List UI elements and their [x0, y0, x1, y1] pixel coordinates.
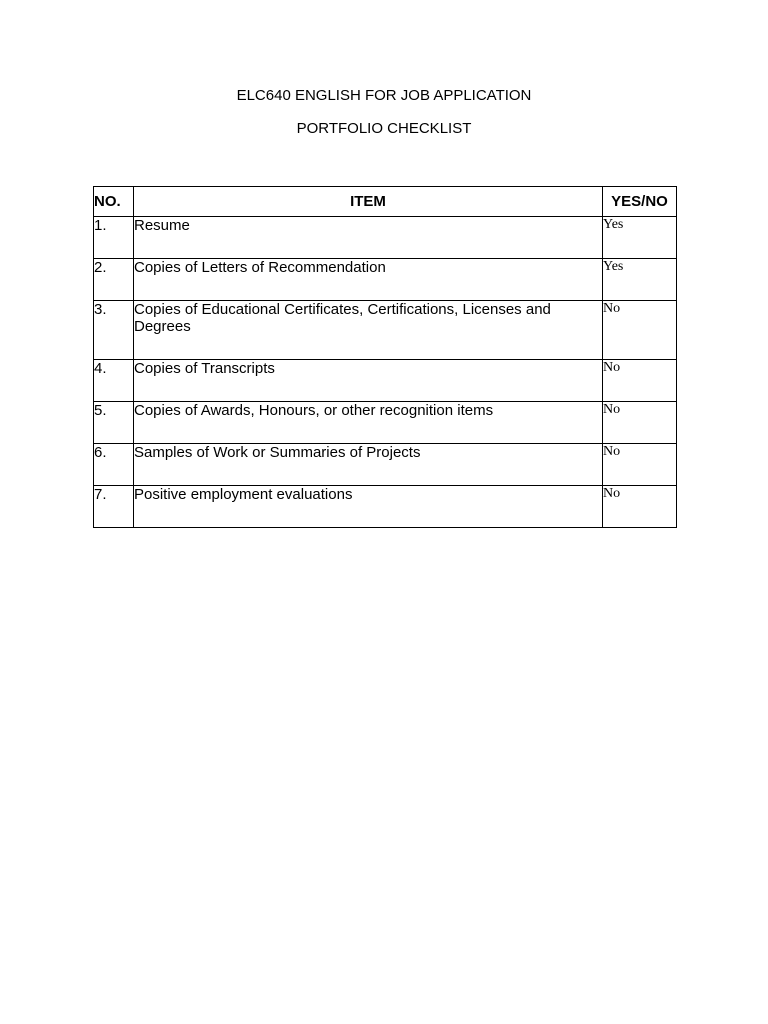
row-answer: No	[603, 486, 677, 528]
row-number: 6.	[94, 444, 134, 486]
table-row	[94, 402, 677, 444]
row-item: Copies of Educational Certificates, Certifications, Licenses and Degrees	[134, 301, 603, 360]
row-answer: No	[603, 360, 677, 402]
row-number: 2.	[94, 259, 134, 301]
document-title: ELC640 ENGLISH FOR JOB APPLICATION	[236, 87, 532, 104]
header-no: NO.	[94, 187, 134, 217]
row-answer: No	[603, 402, 677, 444]
table-row	[94, 444, 677, 486]
table-row	[94, 301, 677, 360]
row-number: 5.	[94, 402, 134, 444]
table-row	[94, 486, 677, 528]
row-number: 4.	[94, 360, 134, 402]
table-row	[94, 360, 677, 402]
row-number: 3.	[94, 301, 134, 360]
row-item: Positive employment evaluations	[134, 486, 603, 528]
row-item: Samples of Work or Summaries of Projects	[134, 444, 603, 486]
row-item: Copies of Transcripts	[134, 360, 603, 402]
row-item: Copies of Awards, Honours, or other recognition items	[134, 402, 603, 444]
table-row	[94, 259, 677, 301]
row-answer: No	[603, 301, 677, 360]
row-number: 1.	[94, 217, 134, 259]
table-header	[94, 187, 677, 217]
header-item: ITEM	[134, 187, 603, 217]
table-body	[94, 217, 677, 528]
row-number: 7.	[94, 486, 134, 528]
header-yes-no: YES/NO	[603, 187, 677, 217]
row-item: Resume	[134, 217, 603, 259]
row-item: Copies of Letters of Recommendation	[134, 259, 603, 301]
portfolio-checklist-table	[93, 186, 677, 528]
header-row	[94, 187, 677, 217]
document-subtitle: PORTFOLIO CHECKLIST	[296, 120, 472, 137]
row-answer: Yes	[603, 217, 677, 259]
table-row	[94, 217, 677, 259]
row-answer: No	[603, 444, 677, 486]
row-answer: Yes	[603, 259, 677, 301]
